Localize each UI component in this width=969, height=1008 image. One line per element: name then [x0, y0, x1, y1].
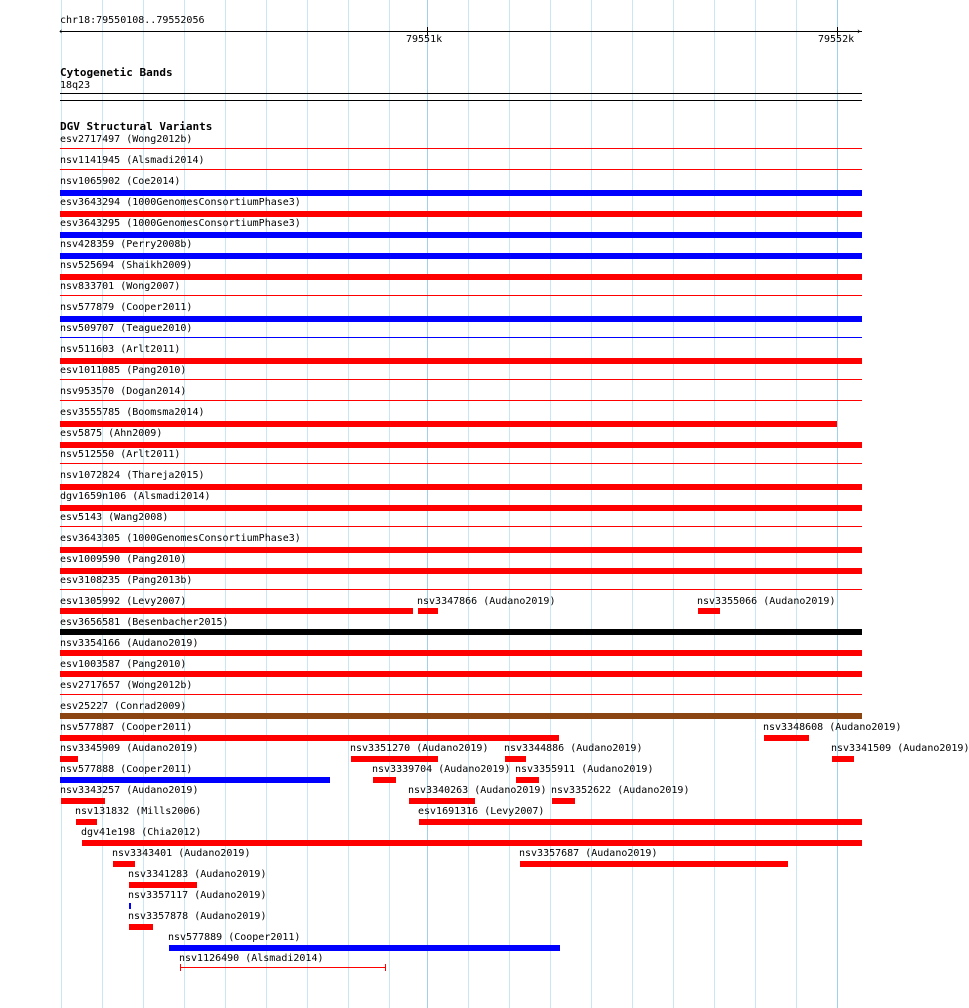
variant-bar[interactable] — [505, 756, 526, 762]
variant-label: nsv3355066 (Audano2019) — [697, 596, 836, 607]
variant-bar[interactable] — [129, 924, 153, 930]
variant-bar[interactable] — [552, 798, 575, 804]
variant-bar[interactable] — [60, 379, 862, 380]
variant-label: nsv3351270 (Audano2019) — [350, 743, 489, 754]
variant-bar[interactable] — [60, 337, 862, 338]
variant-bar[interactable] — [60, 589, 862, 590]
variant-label: esv1009590 (Pang2010) — [60, 554, 187, 565]
variant-bar[interactable] — [60, 713, 862, 719]
variant-bar[interactable] — [60, 400, 862, 401]
variant-label: nsv1141945 (Alsmadi2014) — [60, 155, 205, 166]
variant-bar[interactable] — [60, 295, 862, 296]
variant-bar[interactable] — [60, 526, 862, 527]
variant-bar[interactable] — [60, 358, 862, 364]
variant-bar[interactable] — [129, 882, 197, 888]
variant-bar[interactable] — [516, 777, 539, 783]
variant-bar[interactable] — [60, 442, 862, 448]
variant-bar[interactable] — [60, 694, 862, 695]
variant-bar[interactable] — [60, 169, 862, 170]
variant-bar[interactable] — [60, 232, 862, 238]
variant-label: esv1003587 (Pang2010) — [60, 659, 187, 670]
variant-bar[interactable] — [60, 756, 78, 762]
cytoband-label: 18q23 — [60, 80, 91, 91]
variant-bar[interactable] — [60, 316, 862, 322]
variant-bar[interactable] — [385, 964, 386, 971]
variant-bar[interactable] — [60, 211, 862, 217]
variant-label: nsv3343401 (Audano2019) — [112, 848, 251, 859]
variant-label: dgv41e198 (Chia2012) — [81, 827, 202, 838]
variant-label: nsv511603 (Arlt2011) — [60, 344, 181, 355]
variant-label: dgv1659n106 (Alsmadi2014) — [60, 491, 211, 502]
ruler-left-arrow-icon: ‹ — [58, 27, 64, 37]
track-title: DGV Structural Variants — [60, 120, 213, 133]
variant-bar[interactable] — [60, 274, 862, 280]
ruler-position-label: chr18:79550108..79552056 — [60, 15, 205, 26]
variant-label: nsv3352622 (Audano2019) — [551, 785, 690, 796]
variant-label: nsv3345909 (Audano2019) — [60, 743, 199, 754]
variant-label: esv3643295 (1000GenomesConsortiumPhase3) — [60, 218, 301, 229]
variant-label: esv1691316 (Levy2007) — [418, 806, 545, 817]
variant-label: nsv3339704 (Audano2019) — [372, 764, 511, 775]
variant-bar[interactable] — [698, 608, 720, 614]
variant-bar[interactable] — [60, 777, 330, 783]
variant-label: nsv3348608 (Audano2019) — [763, 722, 902, 733]
variant-label: esv1011085 (Pang2010) — [60, 365, 187, 376]
variant-label: nsv833701 (Wong2007) — [60, 281, 181, 292]
ruler-tick-label: 79552k — [818, 34, 855, 45]
variant-bar[interactable] — [351, 756, 438, 762]
variant-bar[interactable] — [180, 964, 181, 971]
variant-label: nsv3341283 (Audano2019) — [128, 869, 267, 880]
variant-label: esv3108235 (Pang2013b) — [60, 575, 193, 586]
variant-bar[interactable] — [61, 798, 105, 804]
variant-bar[interactable] — [60, 148, 862, 149]
variant-label: esv5875 (Ahn2009) — [60, 428, 163, 439]
variant-label: nsv3357117 (Audano2019) — [128, 890, 267, 901]
variant-label: nsv428359 (Perry2008b) — [60, 239, 193, 250]
variant-label: nsv1065902 (Coe2014) — [60, 176, 181, 187]
variant-bar[interactable] — [180, 967, 386, 968]
variant-label: nsv509707 (Teague2010) — [60, 323, 193, 334]
variant-bar[interactable] — [60, 608, 413, 614]
variant-label: esv2717657 (Wong2012b) — [60, 680, 193, 691]
variant-bar[interactable] — [60, 629, 862, 635]
variant-label: nsv3343257 (Audano2019) — [60, 785, 199, 796]
variant-bar[interactable] — [60, 190, 862, 196]
variant-label: nsv3357687 (Audano2019) — [519, 848, 658, 859]
variant-bar[interactable] — [419, 819, 862, 825]
variant-bar[interactable] — [418, 608, 438, 614]
variant-bar[interactable] — [373, 777, 396, 783]
variant-bar[interactable] — [60, 253, 862, 259]
variant-label: esv3643294 (1000GenomesConsortiumPhase3) — [60, 197, 301, 208]
variant-label: nsv512550 (Arlt2011) — [60, 449, 181, 460]
variant-bar[interactable] — [60, 650, 862, 656]
variant-label: nsv3344886 (Audano2019) — [504, 743, 643, 754]
variant-bar[interactable] — [60, 735, 559, 741]
variant-bar[interactable] — [76, 819, 97, 825]
variant-label: esv1305992 (Levy2007) — [60, 596, 187, 607]
variant-label: nsv3354166 (Audano2019) — [60, 638, 199, 649]
variant-bar[interactable] — [60, 421, 837, 427]
variant-bar[interactable] — [82, 840, 862, 846]
variant-label: nsv3341509 (Audano2019) — [831, 743, 969, 754]
variant-label: nsv1126490 (Alsmadi2014) — [179, 953, 324, 964]
variant-label: esv3555785 (Boomsma2014) — [60, 407, 205, 418]
variant-label: nsv3340263 (Audano2019) — [408, 785, 547, 796]
variant-label: esv2717497 (Wong2012b) — [60, 134, 193, 145]
ruler-tick-label: 79551k — [406, 34, 443, 45]
variant-bar[interactable] — [169, 945, 560, 951]
variant-label: esv3656581 (Besenbacher2015) — [60, 617, 229, 628]
variant-label: esv5143 (Wang2008) — [60, 512, 169, 523]
variant-label: nsv1072824 (Thareja2015) — [60, 470, 205, 481]
variant-label: nsv953570 (Dogan2014) — [60, 386, 187, 397]
variant-bar[interactable] — [409, 798, 475, 804]
track-divider — [60, 100, 862, 101]
variant-bar[interactable] — [60, 547, 862, 553]
variant-bar[interactable] — [832, 756, 854, 762]
variant-label: nsv3347866 (Audano2019) — [417, 596, 556, 607]
variant-bar[interactable] — [60, 463, 862, 464]
variant-label: nsv577879 (Cooper2011) — [60, 302, 193, 313]
variant-label: nsv577888 (Cooper2011) — [60, 764, 193, 775]
cytoband-bar[interactable] — [60, 93, 862, 94]
variant-bar[interactable] — [520, 861, 788, 867]
variant-bar[interactable] — [60, 505, 862, 511]
ruler-right-arrow-icon: › — [856, 27, 862, 37]
variant-label: nsv525694 (Shaikh2009) — [60, 260, 193, 271]
variant-bar[interactable] — [60, 671, 862, 677]
variant-bar[interactable] — [60, 484, 862, 490]
variant-bar[interactable] — [129, 903, 131, 909]
variant-label: nsv3357878 (Audano2019) — [128, 911, 267, 922]
variant-bar[interactable] — [113, 861, 135, 867]
variant-label: esv3643305 (1000GenomesConsortiumPhase3) — [60, 533, 301, 544]
variant-bar[interactable] — [60, 568, 862, 574]
variant-label: nsv3355911 (Audano2019) — [515, 764, 654, 775]
track-title: Cytogenetic Bands — [60, 66, 173, 79]
variant-label: nsv577889 (Cooper2011) — [168, 932, 301, 943]
ruler-axis — [60, 31, 862, 32]
variant-label: nsv131832 (Mills2006) — [75, 806, 202, 817]
variant-label: nsv577887 (Cooper2011) — [60, 722, 193, 733]
variant-bar[interactable] — [764, 735, 809, 741]
variant-label: esv25227 (Conrad2009) — [60, 701, 187, 712]
